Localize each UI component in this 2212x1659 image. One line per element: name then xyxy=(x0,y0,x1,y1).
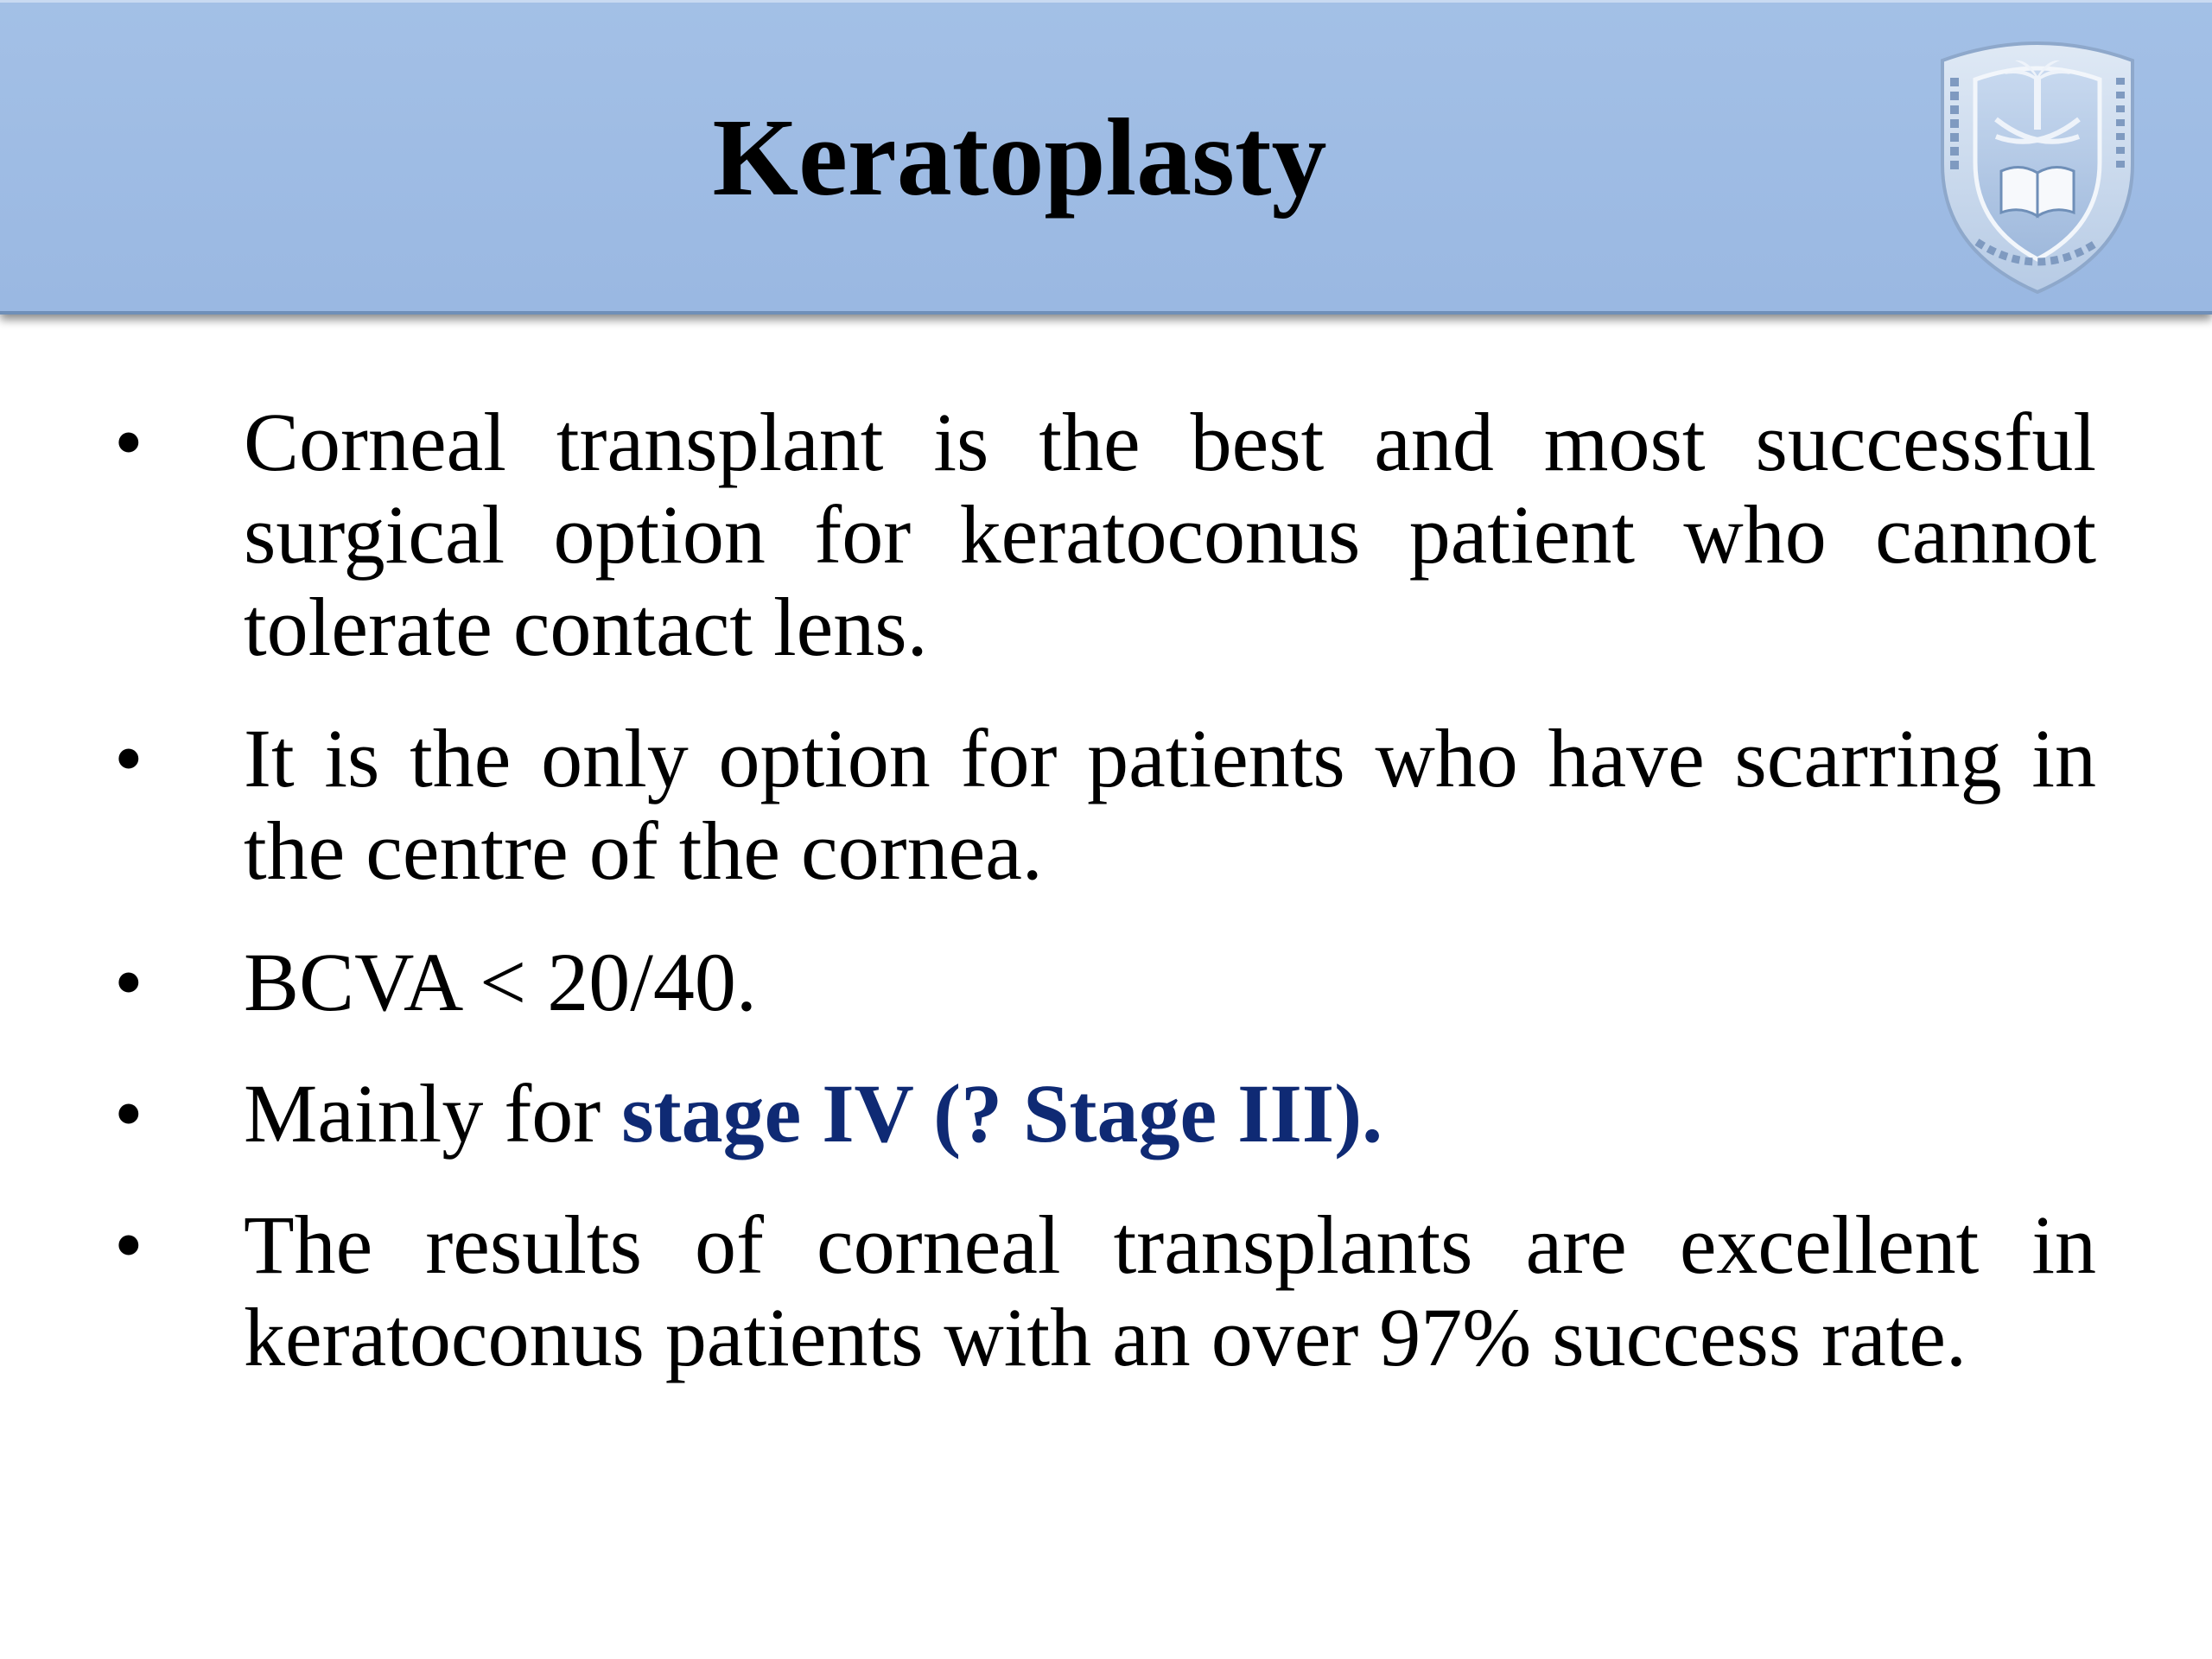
bullet-text-highlight: stage IV (? Stage III). xyxy=(621,1067,1383,1160)
header-band xyxy=(0,0,2212,315)
bullet-item xyxy=(0,1198,2096,1383)
bullet-text-prefix: Mainly for xyxy=(244,1067,622,1160)
bullet-marker: • xyxy=(114,712,143,804)
bullet-text: It is the only option for patients who have scarring in the centre of the cornea. xyxy=(244,712,2096,897)
bullet-marker: • xyxy=(114,1198,143,1291)
slide-title: Keratoplasty xyxy=(712,96,1327,219)
bullet-text: The results of corneal transplants are excellent in keratoconus patients with an over 97% success rate. xyxy=(244,1198,2096,1383)
bullet-marker: • xyxy=(114,396,143,488)
bullet-item xyxy=(0,396,2096,673)
bullet-marker: • xyxy=(114,1067,143,1160)
bullet-marker: • xyxy=(114,936,143,1028)
bullet-text: Corneal transplant is the best and most successful surgical option for keratoconus patient who cannot tolerate contact lens. xyxy=(244,396,2096,673)
king-saud-university-seal-icon xyxy=(1925,26,2150,302)
bullet-item xyxy=(0,712,2096,897)
bullet-list xyxy=(0,396,2212,1422)
bullet-text: BCVA < 20/40. xyxy=(244,936,757,1028)
bullet-item xyxy=(0,1067,2096,1160)
bullet-item xyxy=(0,936,2096,1028)
